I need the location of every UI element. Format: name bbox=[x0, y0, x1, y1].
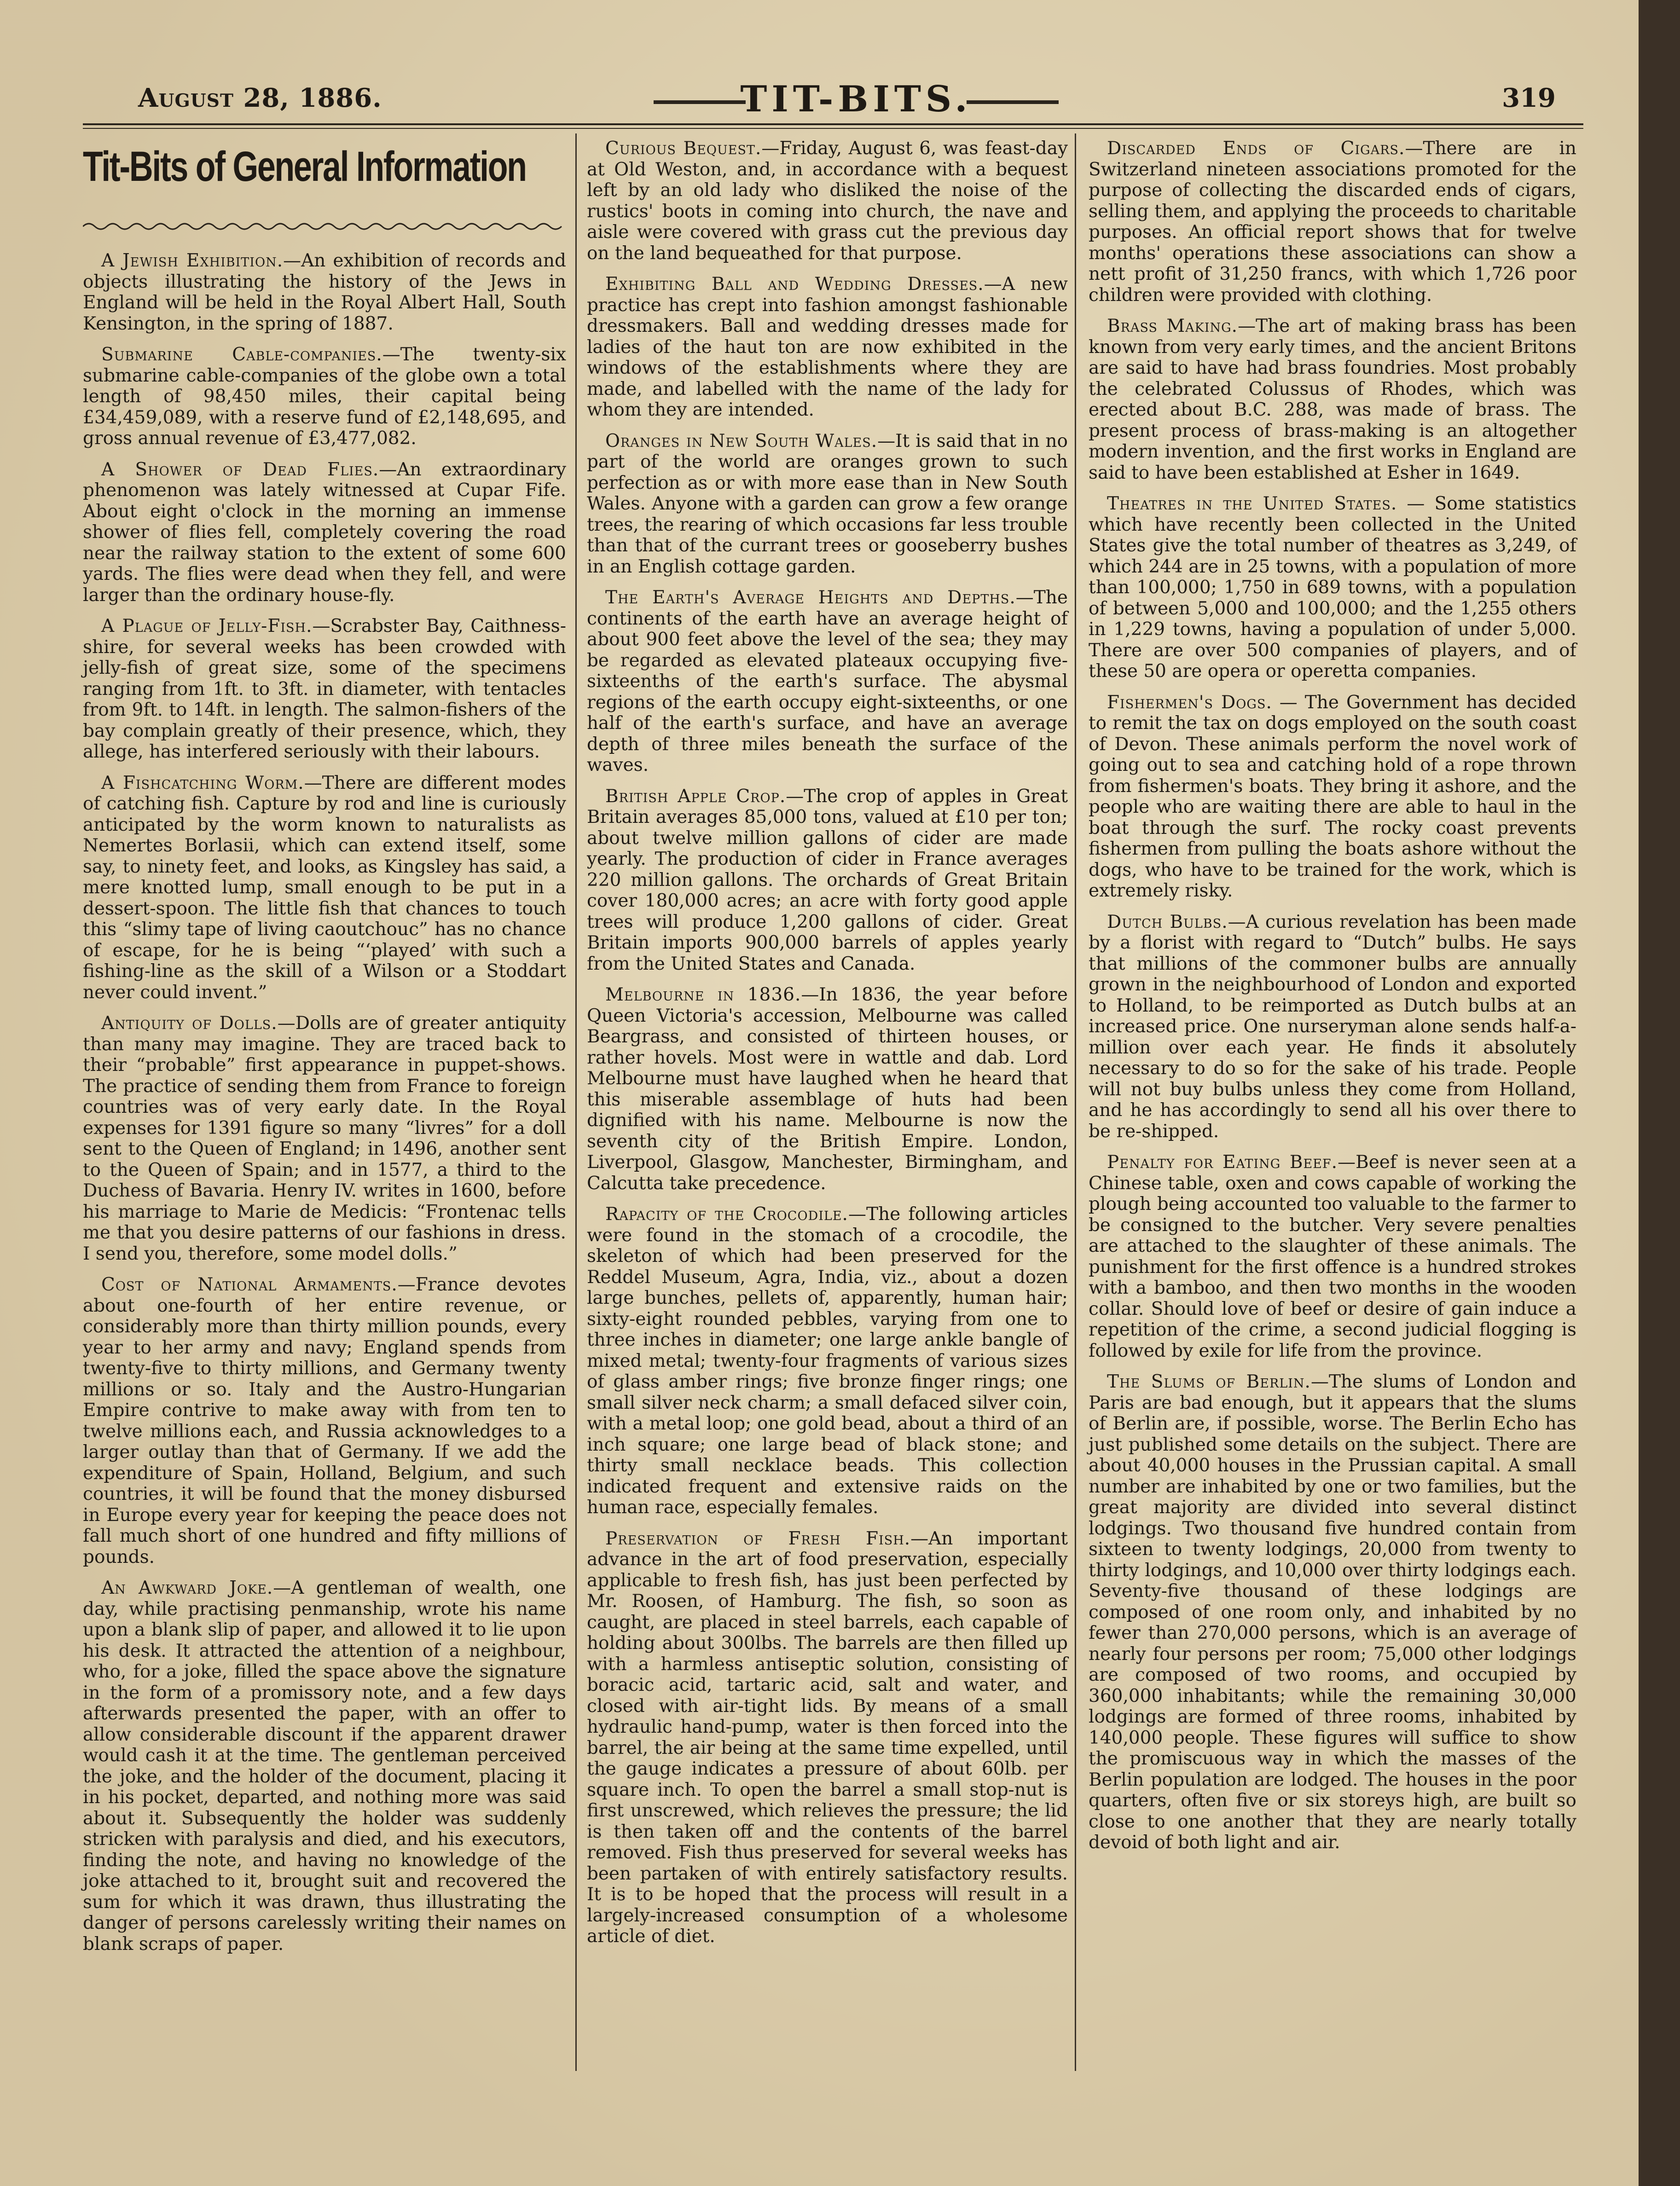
article bbox=[1089, 1152, 1576, 1361]
article bbox=[587, 984, 1068, 1194]
article-text: —Beef is never seen at a Chinese table, oxen and cows capable of working the plough being accounted too valuable to the farmer to be consigned to the butcher. Very severe penalties are attached to the slaughter of these animals. The punishment for the first offence is a hundred strokes with a bamboo, and then two months in the wooden collar. Should love of beef or desire of gain induce a repetition of the crime, a second judicial flogging is followed by exile for life from the province. bbox=[1089, 1152, 1576, 1361]
article bbox=[1089, 493, 1576, 682]
article-text: —A curious revelation has been made by a florist with regard to “Dutch” bulbs. He says that millions of the commoner bulbs are annually grown in the neighbourhood of London and exported to Holland, to be reimported as Dutch bulbs at an increased price. One nurseryman alone sends half-a-million over each year. He finds it absolutely necessary to do so for the sake of his trade. People will not buy bulbs unless they come from Holland, and he has accordingly to send all his over there to be re-shipped. bbox=[1089, 911, 1577, 1142]
article-text: —A gentleman of wealth, one day, while practising penmanship, wrote his name upon a blank slip of paper, and allowed it to lie upon his desk. It attracted the attention of a neighbour, who, for a joke, filled the space above the signature in the form of a promissory note, and a few days afterwards presented the paper, with an offer to allow considerable discount if the apparent drawer would cash it at the time. The gentleman perceived the joke, and the holder of the document, placing it in his pocket, departed, and nothing more was said about it. Subsequently the holder was suddenly stricken with paralysis and died, and his executors, finding the note, and having no knowledge of the joke attached to it, brought suit and recovered the sum for which it was drawn, thus illustrating the danger of persons carelessly writing their names on blank scraps of paper. bbox=[83, 1578, 566, 1955]
article bbox=[1089, 692, 1576, 902]
article-heading: A Plague of Jelly-Fish. bbox=[101, 616, 313, 636]
article bbox=[83, 459, 566, 606]
article-list bbox=[83, 250, 566, 1955]
article-heading: Cost of National Armaments. bbox=[101, 1274, 398, 1295]
article-heading: Fishermen's Dogs. bbox=[1107, 692, 1272, 713]
article-heading: Discarded Ends of Cigars. bbox=[1107, 138, 1405, 159]
article bbox=[83, 1578, 566, 1955]
article-heading: Dutch Bulbs. bbox=[1107, 911, 1228, 932]
column-divider bbox=[575, 133, 577, 2071]
header-rule bbox=[83, 123, 1583, 125]
article bbox=[83, 616, 566, 763]
article bbox=[587, 431, 1068, 578]
article-text: —The twenty-six submarine cable-companies of the globe own a total length of 98,450 miles, their capital being £34,459,089, with a reserve fund of £2,148,695, and gross annual revenue of £3,477,082. bbox=[83, 344, 566, 449]
issue-date: August 28, 1886. bbox=[138, 83, 382, 113]
article-heading: Curious Bequest. bbox=[605, 138, 762, 159]
article-text: —The art of making brass has been known from very early times, and the ancient Britons are said to have had brass foundries. Most probably the celebrated Colussus of Rhodes, which was erected about B.C. 288, was made of brass. The present process of brass-making is an altogether modern invention, and the first works in England are said to have been established at Esher in 1649. bbox=[1089, 316, 1577, 483]
article-heading: Melbourne in 1836. bbox=[605, 984, 801, 1005]
article bbox=[1089, 138, 1576, 306]
column-2 bbox=[587, 138, 1068, 1957]
article-heading: A Jewish Exhibition. bbox=[101, 250, 284, 271]
article-text: — Some statistics which have recently been collected in the United States give the total number of theatres as 3,249, of which 244 are in 25 towns, with a population of more than 100,000; 1,750 in 689 towns, with a population of between 5,000 and 100,000; and the 1,255 others in 1,229 towns, having a population of under 5,000. There are over 500 companies of players, and of these 50 are opera or operetta companies. bbox=[1089, 493, 1576, 682]
article bbox=[1089, 1371, 1576, 1853]
article-text: —An exhibition of records and objects illustrating the history of the Jews in England will be held in the Royal Albert Hall, South Kensington, in the spring of 1887. bbox=[83, 250, 566, 334]
header-rule-thin bbox=[83, 128, 1583, 129]
article bbox=[587, 274, 1068, 421]
article-heading: Submarine Cable-companies. bbox=[101, 344, 382, 365]
article-text: —There are different modes of catching fish. Capture by rod and line is curiously anticipated by the worm known to naturalists as Nemertes Borlasii, which can extend itself, some say, to ninety feet, and looks, as Kingsley has said, a mere knotted lump, small enough to be put in a dessert-spoon. The little fish that chances to touch this “slimy tape of living caoutchouc” has no chance of escape, for he is being “‘played’ with such a fishing-line as the skill of a Wilson or a Stoddart never could invent.” bbox=[83, 772, 566, 1003]
article bbox=[83, 250, 566, 334]
article-heading: Oranges in New South Wales. bbox=[605, 430, 878, 451]
publication-title: TIT-BITS. bbox=[690, 78, 1022, 120]
article-text: —An extraordinary phenomenon was lately witnessed at Cupar Fife. About eight o'clock in the morning an immense shower of flies fell, completely covering the road near the railway station to the extent of some 600 yards. The flies were dead when they fell, and were larger than the ordinary house-fly. bbox=[83, 459, 566, 606]
article-heading: Antiquity of Dolls. bbox=[101, 1013, 278, 1034]
article-heading: Penalty for Eating Beef. bbox=[1107, 1152, 1338, 1173]
article-heading: Rapacity of the Crocodile. bbox=[605, 1204, 848, 1225]
article-text: —The following articles were found in the stomach of a crocodile, the skeleton of which had been preserved for the Reddel Museum, Agra, India, viz., about a dozen large bunches, pellets of, apparently, human hair; sixty-eight rounded pebbles, varying from one to three inches in diameter; one large ankle bangle of mixed metal; twenty-four fragments of various sizes of glass amber rings; five bronze finger rings; one small silver neck charm; a small defaced silver coin, with a metal loop; one gold bead, about a third of an inch square; one large bead of black stone; and thirty small necklace beads. This collection indicated frequent and extensive raids on the human race, especially females. bbox=[587, 1204, 1068, 1518]
article-text: —In 1836, the year before Queen Victoria's accession, Melbourne was called Beargrass, and consisted of thirteen houses, or rather hovels. Most were in wattle and dab. Lord Melbourne must have laughed when he heard that this miserable assemblage of huts had been dignified with his name. Melbourne is now the seventh city of the British Empire. London, Liverpool, Glasgow, Manchester, Birmingham, and Calcutta take precedence. bbox=[587, 984, 1068, 1194]
column-1 bbox=[83, 138, 566, 1965]
article-heading: A Fishcatching Worm. bbox=[101, 772, 304, 793]
page-header bbox=[138, 78, 1556, 124]
article-heading: An Awkward Joke. bbox=[101, 1578, 273, 1598]
article-text: —An important advance in the art of food preservation, especially applicable to fresh fish, has just been perfected by Mr. Roosen, of Hamburg. The fish, so soon as caught, are placed in steel barrels, each capable of holding about 300lbs. The barrels are then filled up with a harmless antiseptic solution, consisting of boracic acid, tartaric acid, salt and water, and closed with air-tight lids. By means of a small hydraulic hand-pump, water is then forced into the barrel, the air being at the same time expelled, until the gauge indicates a pressure of about 60lb. per square inch. To open the barrel a small stop-nut is first unscrewed, which relieves the pressure; the lid is then taken off and the contents of the barrel removed. Fish thus preserved for several weeks has been partaken of with entirely satisfactory results. It is to be hoped that the process will result in a largely-increased consumption of a wholesome article of diet. bbox=[587, 1528, 1068, 1947]
article-text: —Dolls are of greater antiquity than many may imagine. They are traced back to their “probable” first appearance in puppet-shows. The practice of sending them from France to foreign countries was of very early date. In the Royal expenses for 1391 figure so many “livres” for a doll sent to the Queen of England; in 1496, another sent to the Queen of Spain; and in 1577, a third to the Duchess of Bavaria. Henry IV. writes in 1600, before his marriage to Marie de Medicis: “Frontenac tells me that you desire patterns of our fashions in dress. I send you, therefore, some model dolls.” bbox=[83, 1013, 566, 1264]
article-text: —Scrabster Bay, Caithness-shire, for several weeks has been crowded with jelly-fish of great size, some of the specimens ranging from 1ft. to 3ft. in diameter, with tentacles from 9ft. to 14ft. in length. The salmon-fishers of the bay complain greatly of their presence, which, they allege, has interfered seriously with their labours. bbox=[83, 616, 566, 762]
article-text: —France devotes about one-fourth of her entire revenue, or considerably more than thirty million pounds, every year to her army and navy; England spends from twenty-five to thirty millions, and Germany twenty millions or so. Italy and the Austro-Hungarian Empire contrive to make away with from ten to twelve millions each, and Russia acknowledges to a larger outlay than that of Germany. If we add the expenditure of Spain, Holland, Belgium, and such countries, it will be found that the money disbursed in Europe every year for keeping the peace does not fall much short of one hundred and fifty millions of pounds. bbox=[83, 1274, 567, 1567]
article-text: —The crop of apples in Great Britain averages 85,000 tons, valued at £10 per ton; about twelve million gallons of cider are made yearly. The production of cider in France averages 220 million gallons. The orchards of Great Britain cover 180,000 acres; an acre with forty good apple trees will produce 1,200 gallons of cider. Great Britain imports 900,000 barrels of apples yearly from the United States and Canada. bbox=[587, 786, 1068, 974]
ornamental-wavy-rule bbox=[83, 221, 566, 232]
article-heading: The Slums of Berlin. bbox=[1107, 1371, 1311, 1392]
page-number: 319 bbox=[1502, 83, 1556, 113]
column-divider bbox=[1075, 133, 1076, 2071]
article-text: —A new practice has crept into fashion amongst fashionable dressmakers. Ball and wedding dresses made for ladies of the haut ton are now exhibited in the windows of the establishments where they are made, and labelled with the name of the lady for whom they are intended. bbox=[587, 274, 1068, 420]
article-heading: A Shower of Dead Flies. bbox=[101, 459, 379, 480]
article-heading: The Earth's Average Heights and Depths. bbox=[605, 587, 1016, 608]
article bbox=[83, 344, 566, 449]
article bbox=[1089, 316, 1576, 483]
article bbox=[587, 786, 1068, 975]
article bbox=[587, 138, 1068, 264]
article bbox=[587, 587, 1068, 776]
article bbox=[1089, 912, 1576, 1142]
article-text: —Friday, August 6, was feast-day at Old Weston, and, in accordance with a bequest left by an old lady who disliked the noise of the rustics' boots in coming into church, the nave and aisle were covered with grass cut the previous day on the land bequeathed for that purpose. bbox=[587, 138, 1068, 264]
section-masthead: Tit-Bits of General Information bbox=[83, 143, 526, 190]
article-text: —The slums of London and Paris are bad enough, but it appears that the slums of Berlin are, if possible, worse. The Berlin Echo has just published some details on the subject. There are about 40,000 houses in the Prussian capital. A small number are inhabited by one or two families, but the great majority are divided into several distinct lodgings. Two thousand five hundred contain from sixteen to twenty lodgings, 20,000 from twenty to thirty lodgings, and 10,000 over thirty lodgings each. Seventy-five thousand of these lodgings are composed of one room only, and inhabited by no fewer than 270,000 persons, which is an average of nearly four persons per room; 75,000 other lodgings are composed of two rooms, and occupied by 360,000 inhabitants; while the remaining 30,000 lodgings are formed of three rooms, inhabited by 140,000 people. These figures will suffice to show the promiscuous way in which the masses of the Berlin population are lodged. The houses in the poor quarters, often five or six storeys high, are built so close to one another that they are nearly totally devoid of both light and air. bbox=[1089, 1371, 1576, 1853]
article-text: —The continents of the earth have an average height of about 900 feet above the level of the sea; they may be regarded as elevated plateaux occupying five-sixteenths of the earth's surface. The abysmal regions of the earth occupy eight-sixteenths, or one half of the earth's surface, and have an average depth of three miles beneath the surface of the waves. bbox=[587, 587, 1068, 775]
article bbox=[83, 1274, 566, 1567]
article-heading: British Apple Crop. bbox=[605, 786, 786, 807]
article-text: —It is said that in no part of the world are oranges grown to such perfection as or with more ease than in New South Wales. Anyone with a garden can grow a few orange trees, the rearing of which occasions far less trouble than that of the currant trees or gooseberry bushes in an English cottage garden. bbox=[587, 430, 1068, 577]
article-text: —There are in Switzerland nineteen associations promoted for the purpose of collecting the discarded ends of cigars, selling them, and applying the proceeds to charitable purposes. An official report shows that for twelve months' operations these associations can show a nett profit of 31,250 francs, with which 1,726 poor children were provided with clothing. bbox=[1089, 138, 1577, 306]
article bbox=[83, 1013, 566, 1264]
article bbox=[587, 1204, 1068, 1518]
column-3 bbox=[1089, 138, 1576, 1863]
article-heading: Exhibiting Ball and Wedding Dresses. bbox=[605, 274, 984, 295]
article bbox=[83, 773, 566, 1003]
article-heading: Theatres in the United States. bbox=[1107, 493, 1397, 514]
article-heading: Preservation of Fresh Fish. bbox=[605, 1528, 911, 1549]
article-text: — The Government has decided to remit the tax on dogs employed on the south coast of Devon. These animals perform the novel work of going out to sea and catching hold of a rope thrown from fishermen's boats. They bring it ashore, and the people who are waiting there are able to haul in the boat through the surf. The rocky coast prevents fishermen from pulling the boats ashore without the dogs, who have to be trained for the work, which is extremely risky. bbox=[1089, 692, 1576, 901]
article bbox=[587, 1528, 1068, 1947]
article-heading: Brass Making. bbox=[1107, 316, 1238, 336]
